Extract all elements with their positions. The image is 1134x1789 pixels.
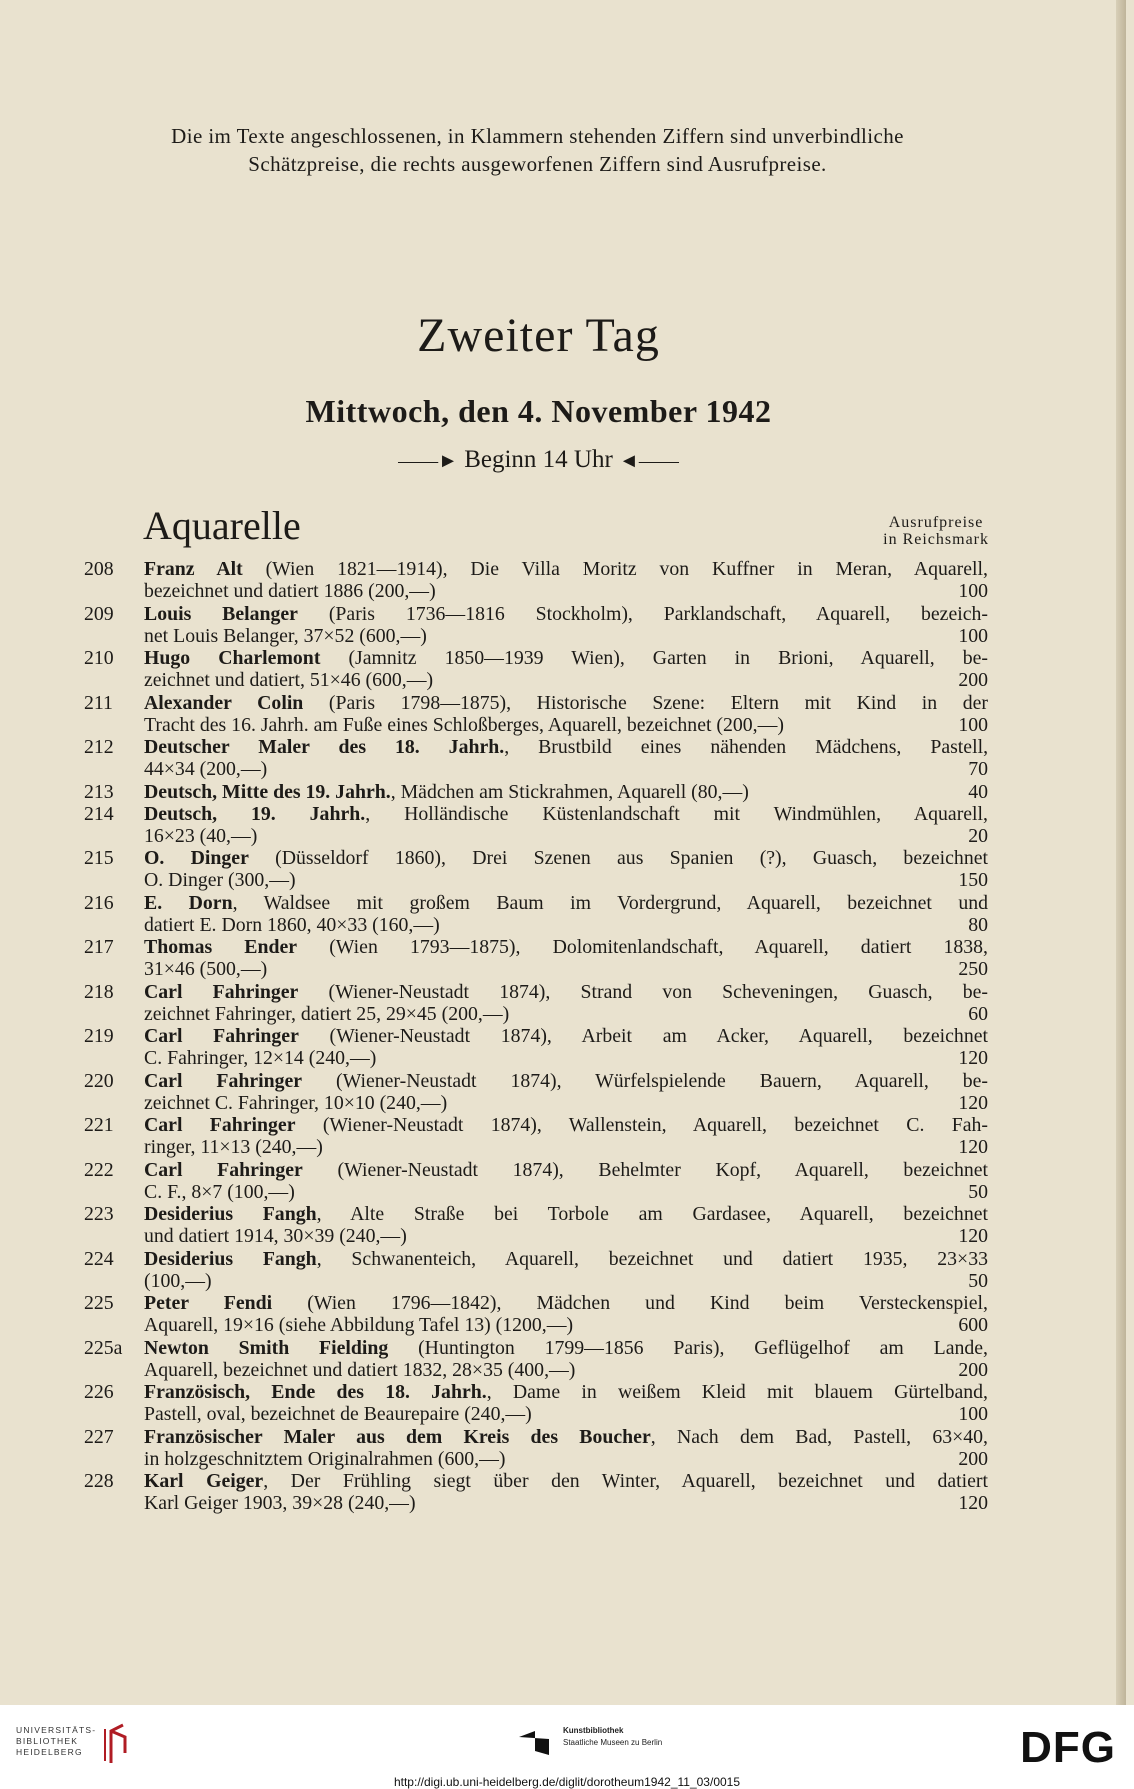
library-name-line-3: HEIDELBERG	[16, 1747, 83, 1757]
artist-name: Deutsch, Mitte des 19. Jahrh.	[144, 780, 391, 803]
artist-name: Französisch, Ende des 18. Jahrh.	[144, 1381, 487, 1404]
artist-name: Alexander Colin	[144, 691, 304, 714]
reserve-price: 50	[968, 1180, 988, 1203]
lot-description-line-1	[144, 1381, 988, 1403]
lot-description: , Schwanenteich, Aquarell, bezeichnet und datiert 1935, 23×33	[316, 1247, 988, 1270]
lot-description: , Der Frühling siegt über den Winter, Aquarell, bezeichnet und datiert	[263, 1470, 988, 1493]
arrow-left-icon: ◄——	[619, 450, 679, 472]
lot-description-line-2: zeichnet und datiert, 51×46 (600,—)	[144, 669, 434, 692]
reserve-price: 200	[958, 1358, 988, 1381]
artist-name: Deutsch, 19. Jahrh.	[144, 802, 366, 825]
reserve-price: 120	[958, 1492, 988, 1515]
lot-number: 216	[84, 891, 114, 914]
lot-description-line-1	[144, 981, 988, 1003]
lot-description: (Paris 1736—1816 Stockholm), Parklandschaft, Aquarell, bezeich-	[297, 602, 988, 625]
lot-description-line-1	[144, 1070, 988, 1092]
artist-name: Peter Fendi	[144, 1292, 273, 1315]
arrow-right-icon: ——►	[398, 450, 458, 472]
reserve-price: 100	[958, 1403, 988, 1426]
price-header-line-1: Ausrufpreise	[888, 514, 984, 531]
reserve-price: 20	[968, 824, 988, 847]
lot-description-line-1	[144, 1470, 988, 1492]
lot-description-line-2: zeichnet Fahringer, datiert 25, 29×45 (200,—)	[144, 1002, 510, 1025]
artist-name: Carl Fahringer	[144, 980, 299, 1003]
lot-description: , Dame in weißem Kleid mit blauem Gürtelband,	[486, 1381, 988, 1404]
source-url[interactable]: http://digi.ub.uni-heidelberg.de/diglit/dorotheum1942_11_03/0015	[393, 1775, 741, 1789]
lot-description: , Waldsee mit großem Baum im Vordergrund, Aquarell, bezeichnet und	[232, 891, 989, 914]
lot-description-line-2: 16×23 (40,—)	[144, 824, 258, 847]
artist-name: Karl Geiger	[144, 1470, 264, 1493]
lot-description-line-1	[144, 558, 988, 580]
lot-entry	[0, 892, 1134, 937]
lot-description-line-2: datiert E. Dorn 1860, 40×33 (160,—)	[144, 913, 440, 936]
reserve-price: 120	[958, 1225, 988, 1248]
lot-entry	[0, 1292, 1134, 1337]
reserve-price: 50	[968, 1269, 988, 1292]
lot-entry	[0, 1114, 1134, 1159]
lot-description-line-2: bezeichnet und datiert 1886 (200,—)	[144, 580, 436, 603]
notice-line-2: Schätzpreise, die rechts ausgeworfenen Ziffern sind Ausrufpreise.	[248, 152, 827, 176]
lot-number: 214	[84, 802, 114, 825]
lot-description: (Wiener-Neustadt 1874), Strand von Scheveningen, Guasch, be-	[298, 980, 988, 1003]
lot-description: (Wien 1821—1914), Die Villa Moritz von Kuffner in Meran, Aquarell,	[242, 558, 988, 580]
lot-entry	[0, 847, 1134, 892]
lot-entry	[0, 1159, 1134, 1204]
lot-number: 219	[84, 1025, 114, 1048]
lot-description: (Wiener-Neustadt 1874), Behelmter Kopf, Aquarell, bezeichnet	[302, 1158, 988, 1181]
lot-description-line-1	[144, 936, 988, 958]
reserve-price: 100	[958, 624, 988, 647]
artist-name: Thomas Ender	[144, 936, 298, 959]
artist-name: Hugo Charlemont	[144, 647, 321, 669]
lot-description-line-2: in holzgeschnitztem Originalrahmen (600,—)	[144, 1447, 506, 1470]
kunstbibliothek-logo-icon	[519, 1729, 553, 1757]
lot-number: 215	[84, 847, 114, 870]
price-notice	[80, 122, 995, 178]
reserve-price: 80	[968, 913, 988, 936]
lot-description-line-2: Karl Geiger 1903, 39×28 (240,—)	[144, 1492, 416, 1515]
artist-name: E. Dorn	[144, 891, 233, 914]
lot-description-line-2: ringer, 11×13 (240,—)	[144, 1136, 323, 1159]
artist-name: Französischer Maler aus dem Kreis des Boucher	[144, 1425, 651, 1448]
artist-name: Desiderius Fangh	[144, 1247, 317, 1270]
lot-description-line-2: 44×34 (200,—)	[144, 758, 268, 781]
lot-description-line-2: C. Fahringer, 12×14 (240,—)	[144, 1047, 377, 1070]
library-name-line-1: UNIVERSITÄTS-	[16, 1725, 97, 1735]
price-column-header	[883, 514, 989, 548]
lot-entry	[0, 1381, 1134, 1426]
reserve-price: 120	[958, 1091, 988, 1114]
reserve-price: 40	[968, 780, 988, 803]
lot-description-line-1	[144, 1203, 988, 1225]
artist-name: Deutscher Maler des 18. Jahrh.	[144, 736, 505, 758]
lot-description-line-1	[144, 1426, 988, 1448]
lot-description: (Huntington 1799—1856 Paris), Geflügelhof am Lande,	[388, 1336, 988, 1359]
lot-description-line-1	[144, 1248, 988, 1270]
reserve-price: 250	[958, 958, 988, 981]
lot-entry	[0, 736, 1134, 781]
library-logo-icon	[101, 1723, 131, 1765]
lot-entry	[0, 647, 1134, 692]
lot-entry	[0, 1337, 1134, 1382]
lot-description-line-1	[144, 1025, 988, 1047]
lot-description-line-2: 31×46 (500,—)	[144, 958, 268, 981]
lot-description: , Mädchen am Stickrahmen, Aquarell (80,—)	[390, 780, 749, 803]
lot-number: 209	[84, 602, 114, 625]
lot-description-line-1	[144, 1114, 988, 1136]
lot-description-line-1	[144, 892, 988, 914]
lot-description-line-1	[144, 603, 988, 625]
lot-entry	[0, 981, 1134, 1026]
lot-description: , Nach dem Bad, Pastell, 63×40,	[650, 1425, 988, 1448]
lot-entry	[0, 1025, 1134, 1070]
lot-entry	[0, 692, 1134, 737]
lot-number: 213	[84, 780, 114, 803]
lot-entry	[0, 803, 1134, 848]
artist-name: Louis Belanger	[144, 602, 298, 625]
lot-description: , Brustbild eines nähenden Mädchens, Pastell,	[504, 736, 989, 758]
lot-description-line-2: Pastell, oval, bezeichnet de Beaurepaire (240,—)	[144, 1403, 532, 1426]
lot-description: , Holländische Küstenlandschaft mit Windmühlen, Aquarell,	[365, 802, 988, 825]
library-name-line-2: BIBLIOTHEK	[16, 1736, 79, 1746]
lot-entry	[0, 781, 1134, 803]
lot-number: 208	[84, 558, 114, 580]
artist-name: O. Dinger	[144, 847, 249, 870]
footer-bar	[0, 1705, 1134, 1789]
lot-entry	[0, 1203, 1134, 1248]
artist-name: Carl Fahringer	[144, 1114, 296, 1137]
lot-number: 226	[84, 1381, 114, 1404]
lot-entry	[0, 1248, 1134, 1293]
lot-description-line-1	[144, 781, 864, 803]
lot-number: 222	[84, 1158, 114, 1181]
lot-description: (Wien 1793—1875), Dolomitenlandschaft, Aquarell, datiert 1838,	[297, 936, 988, 959]
library-name	[16, 1725, 96, 1758]
lot-entry	[0, 1426, 1134, 1471]
reserve-price: 600	[958, 1314, 988, 1337]
kb-title: Kunstbibliothek	[563, 1726, 624, 1735]
artist-name: Desiderius Fangh	[144, 1203, 317, 1226]
reserve-price: 120	[958, 1047, 988, 1070]
auction-date: Mittwoch, den 4. November 1942	[305, 393, 772, 429]
lot-description-line-2: net Louis Belanger, 37×52 (600,—)	[144, 624, 427, 647]
lot-description-line-1	[144, 1337, 988, 1359]
kb-subtitle: Staatliche Museen zu Berlin	[563, 1738, 663, 1747]
reserve-price: 100	[958, 713, 988, 736]
lot-description: (Wiener-Neustadt 1874), Wallenstein, Aquarell, bezeichnet C. Fah-	[295, 1114, 988, 1137]
lot-description: (Wiener-Neustadt 1874), Arbeit am Acker, Aquarell, bezeichnet	[298, 1025, 988, 1048]
lot-entry	[0, 936, 1134, 981]
lot-description-line-1	[144, 847, 988, 869]
lot-entry	[0, 1070, 1134, 1115]
reserve-price: 200	[958, 1447, 988, 1470]
lot-number: 228	[84, 1470, 114, 1493]
reserve-price: 200	[958, 669, 988, 692]
start-time	[0, 446, 1077, 474]
artist-name: Carl Fahringer	[144, 1025, 299, 1048]
reserve-price: 70	[968, 758, 988, 781]
lot-description: (Wien 1796—1842), Mädchen und Kind beim Versteckenspiel,	[272, 1292, 988, 1315]
lot-description-line-2: Aquarell, 19×16 (siehe Abbildung Tafel 13) (1200,—)	[144, 1314, 574, 1337]
lot-description-line-1	[144, 803, 988, 825]
lot-entry	[0, 603, 1134, 648]
lot-description: (Jamnitz 1850—1939 Wien), Garten in Brioni, Aquarell, be-	[320, 647, 988, 669]
section-title: Aquarelle	[143, 503, 301, 548]
lot-number: 225	[84, 1292, 114, 1315]
lot-number: 212	[84, 736, 114, 758]
reserve-price: 150	[958, 869, 988, 892]
lot-list	[0, 558, 1134, 1515]
lot-description-line-2: (100,—)	[144, 1269, 212, 1292]
lot-number: 211	[84, 691, 113, 714]
lot-number: 224	[84, 1247, 114, 1270]
artist-name: Carl Fahringer	[144, 1158, 303, 1181]
start-time-label: Beginn 14 Uhr	[464, 446, 613, 473]
day-title: Zweiter Tag	[417, 309, 660, 362]
lot-number: 210	[84, 647, 114, 669]
lot-description: (Wiener-Neustadt 1874), Würfelspielende Bauern, Aquarell, be-	[302, 1069, 988, 1092]
artist-name: Franz Alt	[144, 558, 243, 580]
lot-entry	[0, 1470, 1134, 1515]
dfg-logo: DFG	[1020, 1723, 1116, 1772]
kunstbibliothek-label	[563, 1725, 662, 1749]
lot-number: 225a	[84, 1336, 123, 1359]
reserve-price: 100	[958, 580, 988, 603]
lot-description: (Paris 1798—1875), Historische Szene: Eltern mit Kind in der	[303, 691, 988, 714]
lot-number: 218	[84, 980, 114, 1003]
lot-description-line-2: O. Dinger (300,—)	[144, 869, 296, 892]
artist-name: Newton Smith Fielding	[144, 1336, 389, 1359]
notice-line-1: Die im Texte angeschlossenen, in Klammern stehenden Ziffern sind unverbindliche	[171, 124, 904, 148]
lot-description: , Alte Straße bei Torbole am Gardasee, Aquarell, bezeichnet	[316, 1203, 988, 1226]
lot-description-line-1	[144, 1159, 988, 1181]
lot-description-line-2: zeichnet C. Fahringer, 10×10 (240,—)	[144, 1091, 448, 1114]
artist-name: Carl Fahringer	[144, 1069, 303, 1092]
lot-description-line-2: Tracht des 16. Jahrh. am Fuße eines Schloßberges, Aquarell, bezeichnet (200,—)	[144, 713, 784, 736]
price-header-line-2: in Reichsmark	[883, 531, 989, 548]
lot-description-line-1	[144, 1292, 988, 1314]
lot-description-line-1	[144, 692, 988, 714]
lot-entry	[0, 558, 1134, 603]
lot-number: 221	[84, 1114, 114, 1137]
lot-description-line-2: C. F., 8×7 (100,—)	[144, 1180, 295, 1203]
lot-number: 223	[84, 1203, 114, 1226]
lot-description-line-1	[144, 736, 988, 758]
lot-description-line-1	[144, 647, 988, 669]
lot-description-line-2: und datiert 1914, 30×39 (240,—)	[144, 1225, 407, 1248]
lot-number: 220	[84, 1069, 114, 1092]
lot-description-line-2: Aquarell, bezeichnet und datiert 1832, 28×35 (400,—)	[144, 1358, 576, 1381]
lot-number: 227	[84, 1425, 114, 1448]
reserve-price: 60	[968, 1002, 988, 1025]
reserve-price: 120	[958, 1136, 988, 1159]
lot-number: 217	[84, 936, 114, 959]
lot-description: (Düsseldorf 1860), Drei Szenen aus Spanien (?), Guasch, bezeichnet	[248, 847, 988, 870]
